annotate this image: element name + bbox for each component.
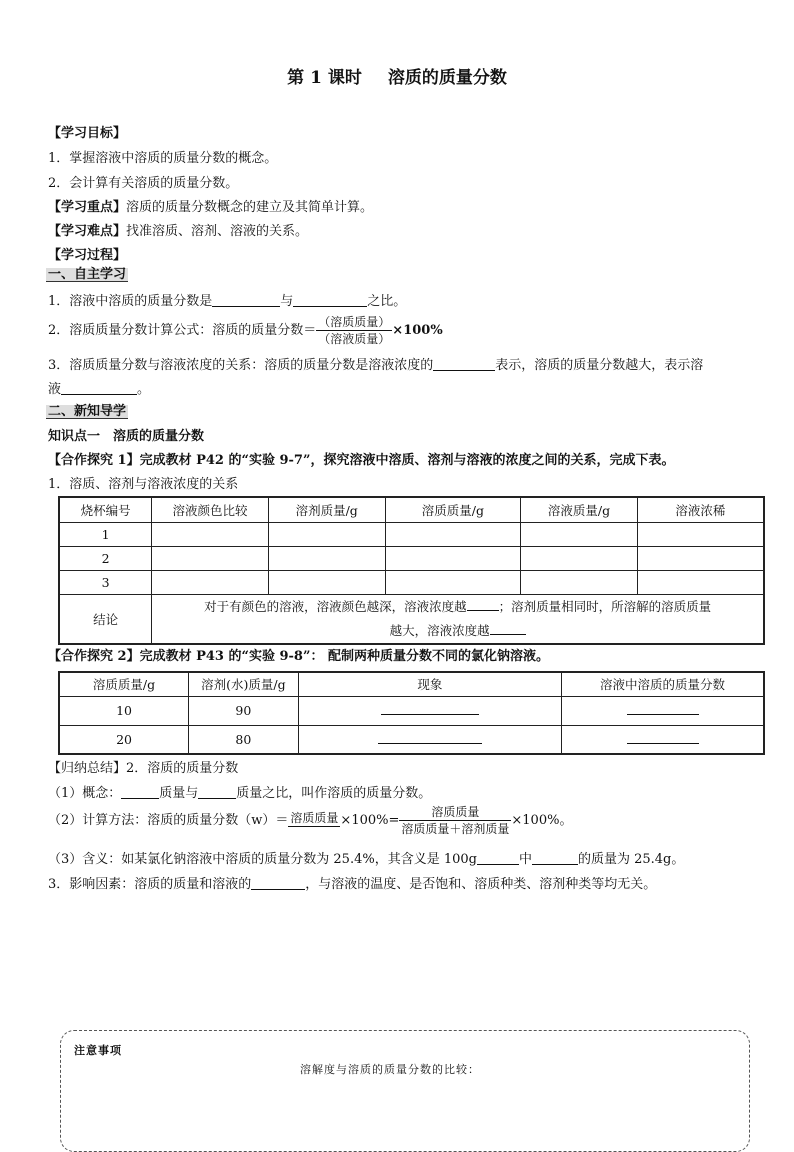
notes-subtitle: 溶解度与溶质的质量分数的比较： <box>300 1063 480 1076</box>
table-cell[interactable] <box>521 522 638 546</box>
table-cell[interactable] <box>637 546 764 570</box>
table-row <box>59 696 764 725</box>
beaker-id: 2 <box>59 546 152 570</box>
table-cell[interactable] <box>521 546 638 570</box>
summary-method: （2）计算方法：溶质的质量分数（w）＝ 溶质质量 ×100%= $\frac{\text{溶质质量}}{\text{溶质质量＋溶剂质量}}$ ×100%。 <box>48 805 573 836</box>
table-cell[interactable] <box>521 570 638 594</box>
mass-fraction-formula: $\frac{\text{（溶质质量）}}{\text{（溶液质量）}}$ <box>318 315 391 346</box>
summary-concept: （1）概念： 质量与 质量之比，叫作溶质的质量分数。 <box>48 786 432 801</box>
table-cell[interactable] <box>152 546 269 570</box>
column-header: 溶液浓稀 <box>637 497 764 522</box>
column-header: 溶液中溶质的质量分数 <box>562 672 764 696</box>
beaker-id: 1 <box>59 522 152 546</box>
conclusion-label: 结论 <box>59 594 152 644</box>
solution-prep-table <box>58 671 765 755</box>
self-study-q1: 1．溶液中溶质的质量分数是 与 之比。 <box>48 294 407 309</box>
self-study-q3-line1: 3．溶质质量分数与溶液浓度的关系：溶质的质量分数是溶液浓度的 表示，溶质的质量分数越大，表示溶 <box>48 358 704 373</box>
column-header: 烧杯编号 <box>59 497 152 522</box>
table-cell[interactable] <box>268 546 385 570</box>
table-cell[interactable] <box>385 570 521 594</box>
summary-header: 【归纳总结】2．溶质的质量分数 <box>48 761 239 776</box>
table-row <box>59 570 764 594</box>
column-header: 溶液质量/g <box>521 497 638 522</box>
fraction-blank[interactable] <box>562 696 764 725</box>
explore-1: 【合作探究 1】完成教材 P42 的“实验 9-7”，探究溶液中溶质、溶剂与溶液的浓度之间的关系，完成下表。 <box>48 453 675 468</box>
solute-mass: 10 <box>59 696 189 725</box>
goals-header: 【学习目标】 <box>48 126 127 141</box>
phenomenon-blank[interactable] <box>298 696 561 725</box>
solute-mass: 20 <box>59 725 189 754</box>
column-header: 溶剂(水)质量/g <box>189 672 299 696</box>
page-title: 第 1 课时 溶质的质量分数 <box>287 68 507 88</box>
difficulty: 【学习难点】找准溶质、溶剂、溶液的关系。 <box>48 224 309 239</box>
notes-title: 注意事项 <box>74 1044 122 1057</box>
process-header: 【学习过程】 <box>48 248 127 263</box>
table-cell[interactable] <box>152 570 269 594</box>
concentration-table <box>58 496 765 645</box>
table-cell[interactable] <box>385 546 521 570</box>
table-cell[interactable] <box>268 522 385 546</box>
table-header-row <box>59 672 764 696</box>
table-row <box>59 522 764 546</box>
column-header: 现象 <box>298 672 561 696</box>
water-mass: 90 <box>189 696 299 725</box>
beaker-id: 3 <box>59 570 152 594</box>
self-study-header: 一、自主学习 <box>48 267 127 282</box>
table-cell[interactable] <box>152 522 269 546</box>
table1-caption: 1．溶质、溶剂与溶液浓度的关系 <box>48 477 239 492</box>
table-cell[interactable] <box>637 522 764 546</box>
table-cell[interactable] <box>637 570 764 594</box>
summary-meaning: （3）含义：如某氯化钠溶液中溶质的质量分数为 25.4%，其含义是 100g 中 的质量为 25.4g。 <box>48 852 685 867</box>
phenomenon-blank[interactable] <box>298 725 561 754</box>
column-header: 溶质质量/g <box>385 497 521 522</box>
table-row <box>59 546 764 570</box>
self-study-q3-line2: 液 。 <box>48 382 151 397</box>
fraction-blank[interactable] <box>562 725 764 754</box>
conclusion-text: 对于有颜色的溶液，溶液颜色越深，溶液浓度越 ；溶剂质量相同时，所溶解的溶质质量 越大，溶液浓度越 <box>152 594 764 644</box>
knowledge-point-1: 知识点一 溶质的质量分数 <box>48 429 205 444</box>
notes-box <box>60 1030 750 1152</box>
summary-factors: 3．影响因素：溶质的质量和溶液的 ，与溶液的温度、是否饱和、溶质种类、溶剂种类等均无关。 <box>48 877 657 892</box>
new-knowledge-header: 二、新知导学 <box>48 404 127 419</box>
table-header-row <box>59 497 764 522</box>
conclusion-row <box>59 594 764 644</box>
fraction-1: 溶质质量 <box>290 811 339 825</box>
goal-item-2: 2．会计算有关溶质的质量分数。 <box>48 176 239 191</box>
column-header: 溶质质量/g <box>59 672 189 696</box>
table-row <box>59 725 764 754</box>
table-cell[interactable] <box>268 570 385 594</box>
water-mass: 80 <box>189 725 299 754</box>
explore-2: 【合作探究 2】完成教材 P43 的“实验 9-8”： 配制两种质量分数不同的氯化钠溶液。 <box>48 649 549 664</box>
goal-item-1: 1．掌握溶液中溶质的质量分数的概念。 <box>48 151 278 166</box>
self-study-q2: 2．溶质质量分数计算公式：溶质的质量分数＝ $\frac{\text{（溶质质量）}}{\text{（溶液质量）}}$ ×100% <box>48 315 443 346</box>
column-header: 溶剂质量/g <box>268 497 385 522</box>
column-header: 溶液颜色比较 <box>152 497 269 522</box>
table-cell[interactable] <box>385 522 521 546</box>
key-point: 【学习重点】溶质的质量分数概念的建立及其简单计算。 <box>48 200 374 215</box>
fraction-2: $\frac{\text{溶质质量}}{\text{溶质质量＋溶剂质量}}$ <box>401 805 510 836</box>
